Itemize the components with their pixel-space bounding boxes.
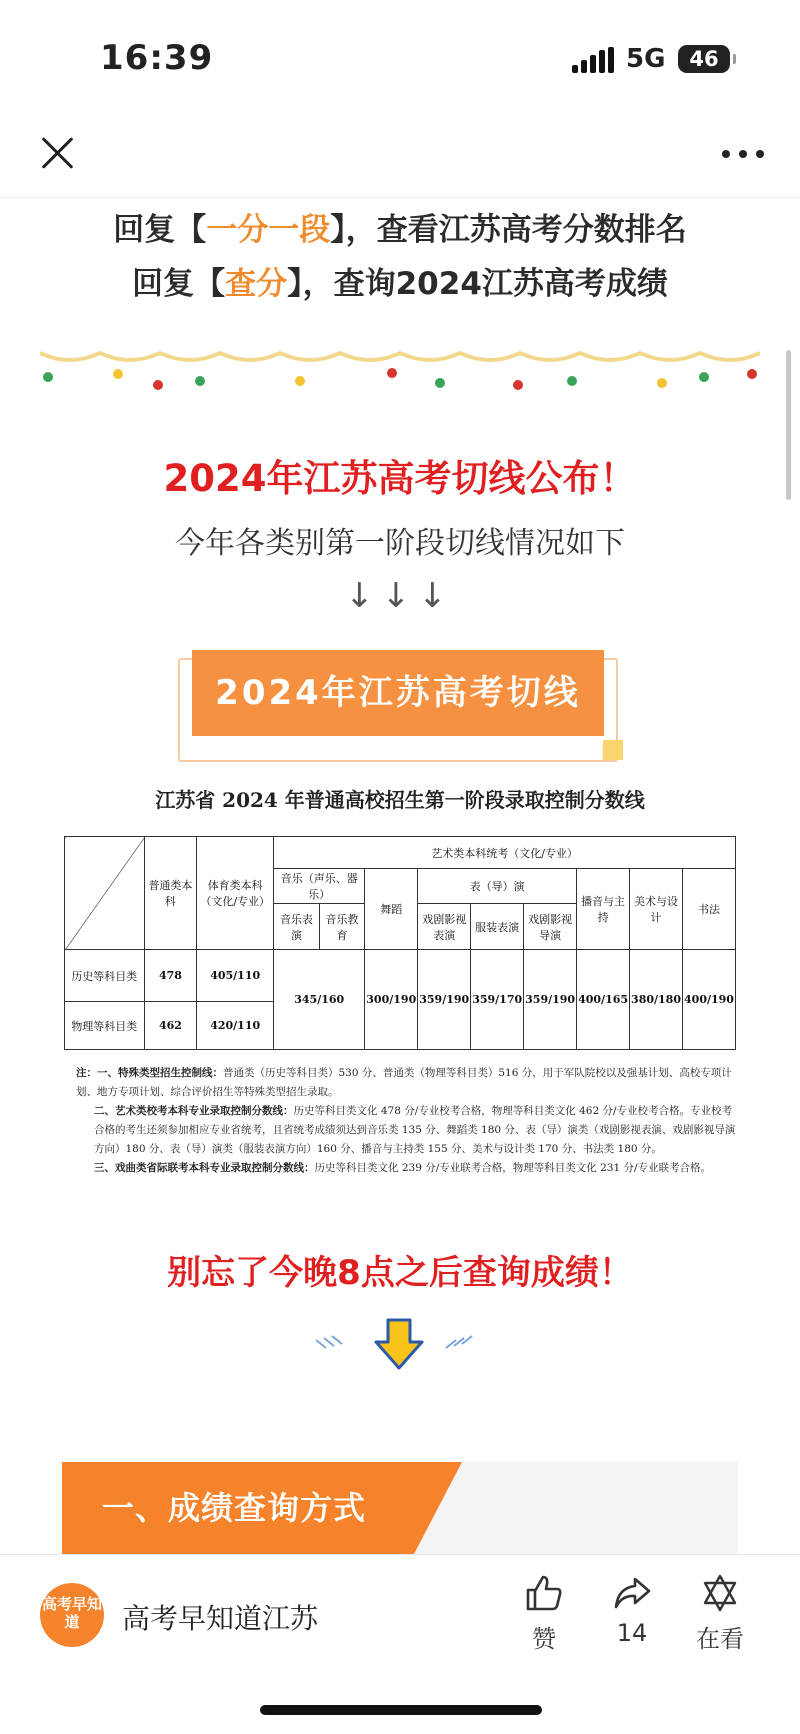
reply-line-rank bbox=[0, 204, 800, 249]
note-1 bbox=[76, 1064, 736, 1102]
account-name[interactable]: 高考早知道江苏 bbox=[122, 1602, 319, 1635]
row-label-history: 历史等科目类 bbox=[65, 950, 145, 1002]
home-indicator[interactable] bbox=[260, 1705, 542, 1715]
header-putong: 普通类本科 bbox=[144, 837, 197, 950]
row-label-physics: 物理等科目类 bbox=[65, 1002, 145, 1050]
banner-title: 2024年江苏高考切线 bbox=[192, 650, 604, 736]
cell-director: 359/190 bbox=[524, 950, 577, 1050]
table-corner bbox=[65, 837, 145, 950]
banner-decoration bbox=[603, 740, 623, 760]
header-yinyue: 音乐（声乐、器乐） bbox=[274, 869, 365, 904]
header-yinyue-jiaoyu: 音乐教育 bbox=[319, 904, 365, 950]
share-count: 14 bbox=[616, 1619, 648, 1647]
note-1-title: 注：一、特殊类型招生控制线： bbox=[76, 1067, 223, 1079]
header-xiju: 戏剧影视表演 bbox=[418, 904, 471, 950]
cell-putong-physics: 462 bbox=[144, 1002, 197, 1050]
close-icon[interactable] bbox=[40, 135, 76, 171]
viewing-icon bbox=[700, 1573, 740, 1613]
header-bobo: 播音与主持 bbox=[577, 869, 630, 950]
header-meishu: 美术与设计 bbox=[630, 869, 683, 950]
reply-keyword: 查分 bbox=[225, 266, 288, 302]
reply-suffix: 】，查看江苏高考分数排名 bbox=[330, 212, 687, 248]
cell-calligraphy: 400/190 bbox=[683, 950, 736, 1050]
score-table bbox=[64, 836, 736, 1050]
note-2-text: 历史等科目类文化 478 分/专业校考合格，物理等科目类文化 462 分/专业校考合格。专业校考合格的考生还须参加相应专业省统考，且省统考成绩须达到音乐类 135 分、舞蹈类 180 分、表（导）演类（戏剧影视表演、戏剧影视导演方向）180 分、表（导）演类（服装表演方向）160 分、播音与主持类 155 分、美术与设计类 170 分、书法类 180 分。 bbox=[94, 1105, 736, 1155]
section-heading bbox=[62, 1462, 738, 1554]
status-bar bbox=[0, 0, 800, 110]
cell-putong-history: 478 bbox=[144, 950, 197, 1002]
note-3-title: 三、戏曲类省际联考本科专业录取控制分数线： bbox=[94, 1162, 315, 1174]
viewing-label: 在看 bbox=[696, 1625, 744, 1653]
network-type: 5G bbox=[626, 44, 666, 74]
garland-decoration bbox=[40, 345, 760, 395]
cell-art: 380/180 bbox=[630, 950, 683, 1050]
reply-line-score bbox=[0, 258, 800, 303]
headline: 2024年江苏高考切线公布！ bbox=[163, 457, 637, 500]
reply-prefix: 回复【 bbox=[132, 266, 226, 302]
subheadline: 今年各类别第一阶段切线情况如下 bbox=[175, 526, 625, 561]
table-notes bbox=[76, 1064, 736, 1178]
avatar[interactable] bbox=[40, 1583, 104, 1647]
avatar-text: 高考早知道 bbox=[41, 1595, 102, 1631]
scrollbar[interactable] bbox=[786, 350, 791, 500]
header-shufa: 书法 bbox=[683, 869, 736, 950]
reply-suffix: 】，查询2024江苏高考成绩 bbox=[287, 266, 668, 302]
note-3-text: 历史等科目类文化 239 分/专业联考合格，物理等科目类文化 231 分/专业联考合格。 bbox=[314, 1162, 712, 1174]
like-label: 赞 bbox=[532, 1625, 556, 1653]
note-2 bbox=[76, 1102, 736, 1159]
share-icon bbox=[612, 1573, 652, 1613]
more-icon[interactable] bbox=[722, 150, 764, 158]
header-yishu: 艺术类本科统考（文化/专业） bbox=[274, 837, 736, 869]
header-yinyue-biaoyan: 音乐表演 bbox=[274, 904, 320, 950]
header-biaodao: 表（导）演 bbox=[418, 869, 577, 904]
down-arrow-icon bbox=[310, 1318, 490, 1374]
nav-bar bbox=[0, 110, 800, 198]
cell-drama: 359/190 bbox=[418, 950, 471, 1050]
header-fuzhuang: 服装表演 bbox=[471, 904, 524, 950]
reply-keyword: 一分一段 bbox=[206, 212, 331, 248]
cell-fashion: 359/170 bbox=[471, 950, 524, 1050]
header-tiyu: 体育类本科（文化/专业） bbox=[197, 837, 274, 950]
share-button[interactable] bbox=[592, 1573, 672, 1647]
like-button[interactable] bbox=[504, 1573, 584, 1654]
header-wudao: 舞蹈 bbox=[365, 869, 418, 950]
cell-broadcast: 400/165 bbox=[577, 950, 630, 1050]
status-time: 16:39 bbox=[100, 38, 214, 78]
cell-tiyu-physics: 420/110 bbox=[197, 1002, 274, 1050]
reply-prefix: 回复【 bbox=[113, 212, 207, 248]
header-daoyan: 戏剧影视导演 bbox=[524, 904, 577, 950]
note-2-title: 二、艺术类校考本科专业录取控制分数线： bbox=[94, 1105, 294, 1117]
note-1-text: 普通类（历史等科目类）530 分、普通类（物理等科目类）516 分，用于军队院校以及强基计划、高校专项计划、地方专项计划、综合评价招生等特殊类型招生录取。 bbox=[76, 1067, 732, 1098]
battery-icon bbox=[678, 45, 730, 73]
cell-dance: 300/190 bbox=[365, 950, 418, 1050]
note-3 bbox=[76, 1159, 736, 1178]
reminder-text: 别忘了今晚8点之后查询成绩！ bbox=[167, 1253, 633, 1293]
thumbs-up-icon bbox=[524, 1573, 564, 1613]
battery-level: 46 bbox=[689, 47, 719, 71]
table-row bbox=[65, 950, 736, 1002]
cell-music: 345/160 bbox=[274, 950, 365, 1050]
down-arrows: ↓↓↓ bbox=[345, 576, 455, 616]
document-title: 江苏省 2024 年普通高校招生第一阶段录取控制分数线 bbox=[155, 788, 645, 812]
viewing-button[interactable] bbox=[680, 1573, 760, 1654]
section-title: 一、成绩查询方式 bbox=[102, 1489, 367, 1527]
signal-icon bbox=[572, 47, 614, 73]
cell-tiyu-history: 405/110 bbox=[197, 950, 274, 1002]
